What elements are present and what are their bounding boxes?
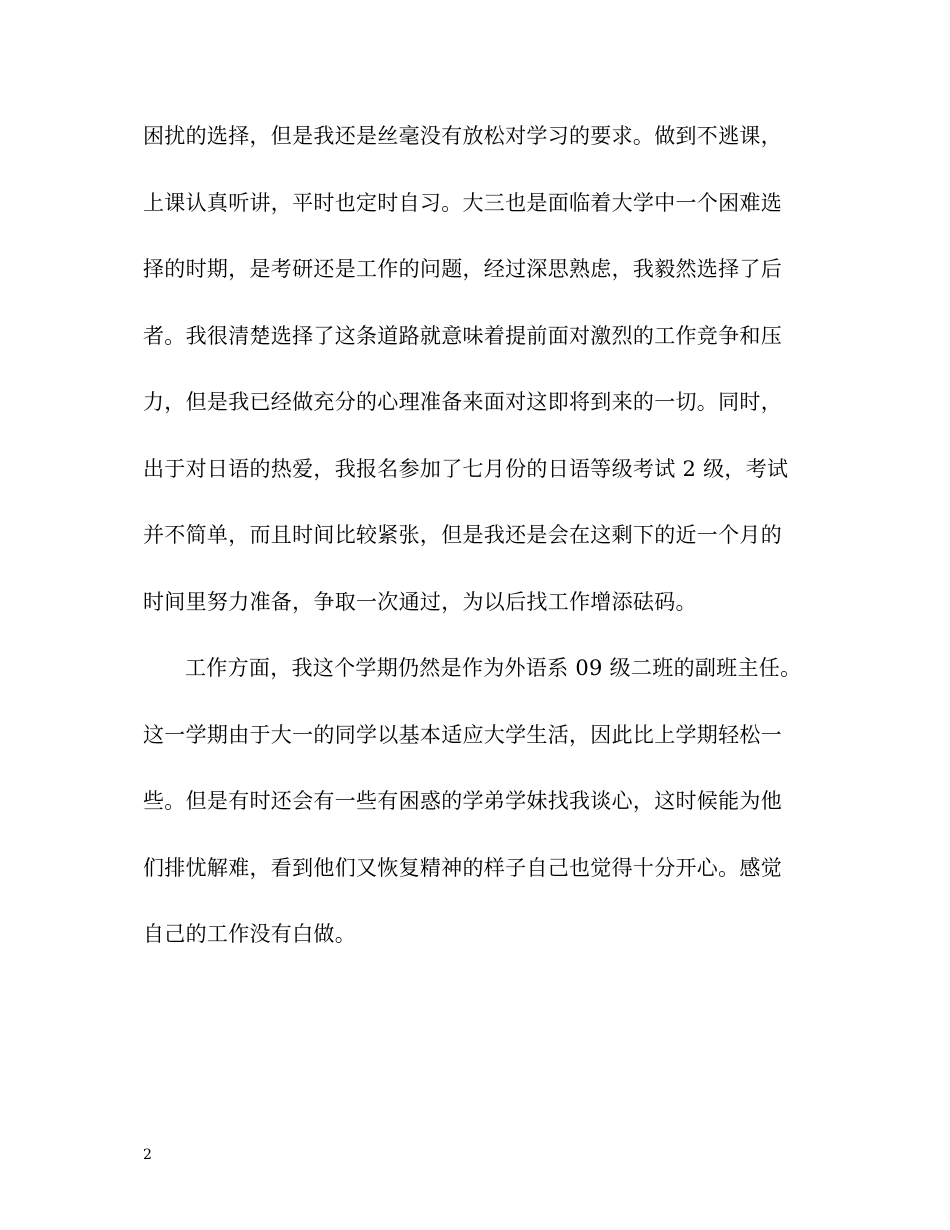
text-line: 出于对日语的热爱，我报名参加了七月份的日语等级考试 2 级，考试 bbox=[143, 456, 789, 481]
text-line: 这一学期由于大一的同学以基本适应大学生活，因此比上学期轻松一 bbox=[143, 722, 782, 747]
text-line: 择的时期，是考研还是工作的问题，经过深思熟虑，我毅然选择了后 bbox=[143, 257, 782, 281]
text-line: 者。我很清楚选择了这条道路就意味着提前面对激烈的工作竞争和压 bbox=[143, 323, 782, 348]
text-line: 困扰的选择，但是我还是丝毫没有放松对学习的要求。做到不逃课， bbox=[143, 124, 782, 148]
page-number: 2 bbox=[143, 1147, 152, 1163]
text-line-paragraph-start: 工作方面，我这个学期仍然是作为外语系 09 级二班的副班主任。 bbox=[185, 656, 802, 680]
text-line: 些。但是有时还会有一些有困惑的学弟学妹找我谈心，这时候能为他 bbox=[143, 789, 782, 813]
body-text bbox=[143, 124, 803, 989]
text-line: 们排忧解难，看到他们又恢复精神的样子自己也觉得十分开心。感觉 bbox=[143, 855, 782, 880]
text-line: 并不简单，而且时间比较紧张，但是我还是会在这剩下的近一个月的 bbox=[143, 523, 782, 547]
text-line: 上课认真听讲，平时也定时自习。大三也是面临着大学中一个困难选 bbox=[143, 190, 782, 215]
text-line: 时间里努力准备，争取一次通过，为以后找工作增添砝码。 bbox=[143, 589, 697, 614]
text-line: 自己的工作没有白做。 bbox=[143, 922, 356, 946]
text-line: 力，但是我已经做充分的心理准备来面对这即将到来的一切。同时， bbox=[143, 390, 782, 414]
